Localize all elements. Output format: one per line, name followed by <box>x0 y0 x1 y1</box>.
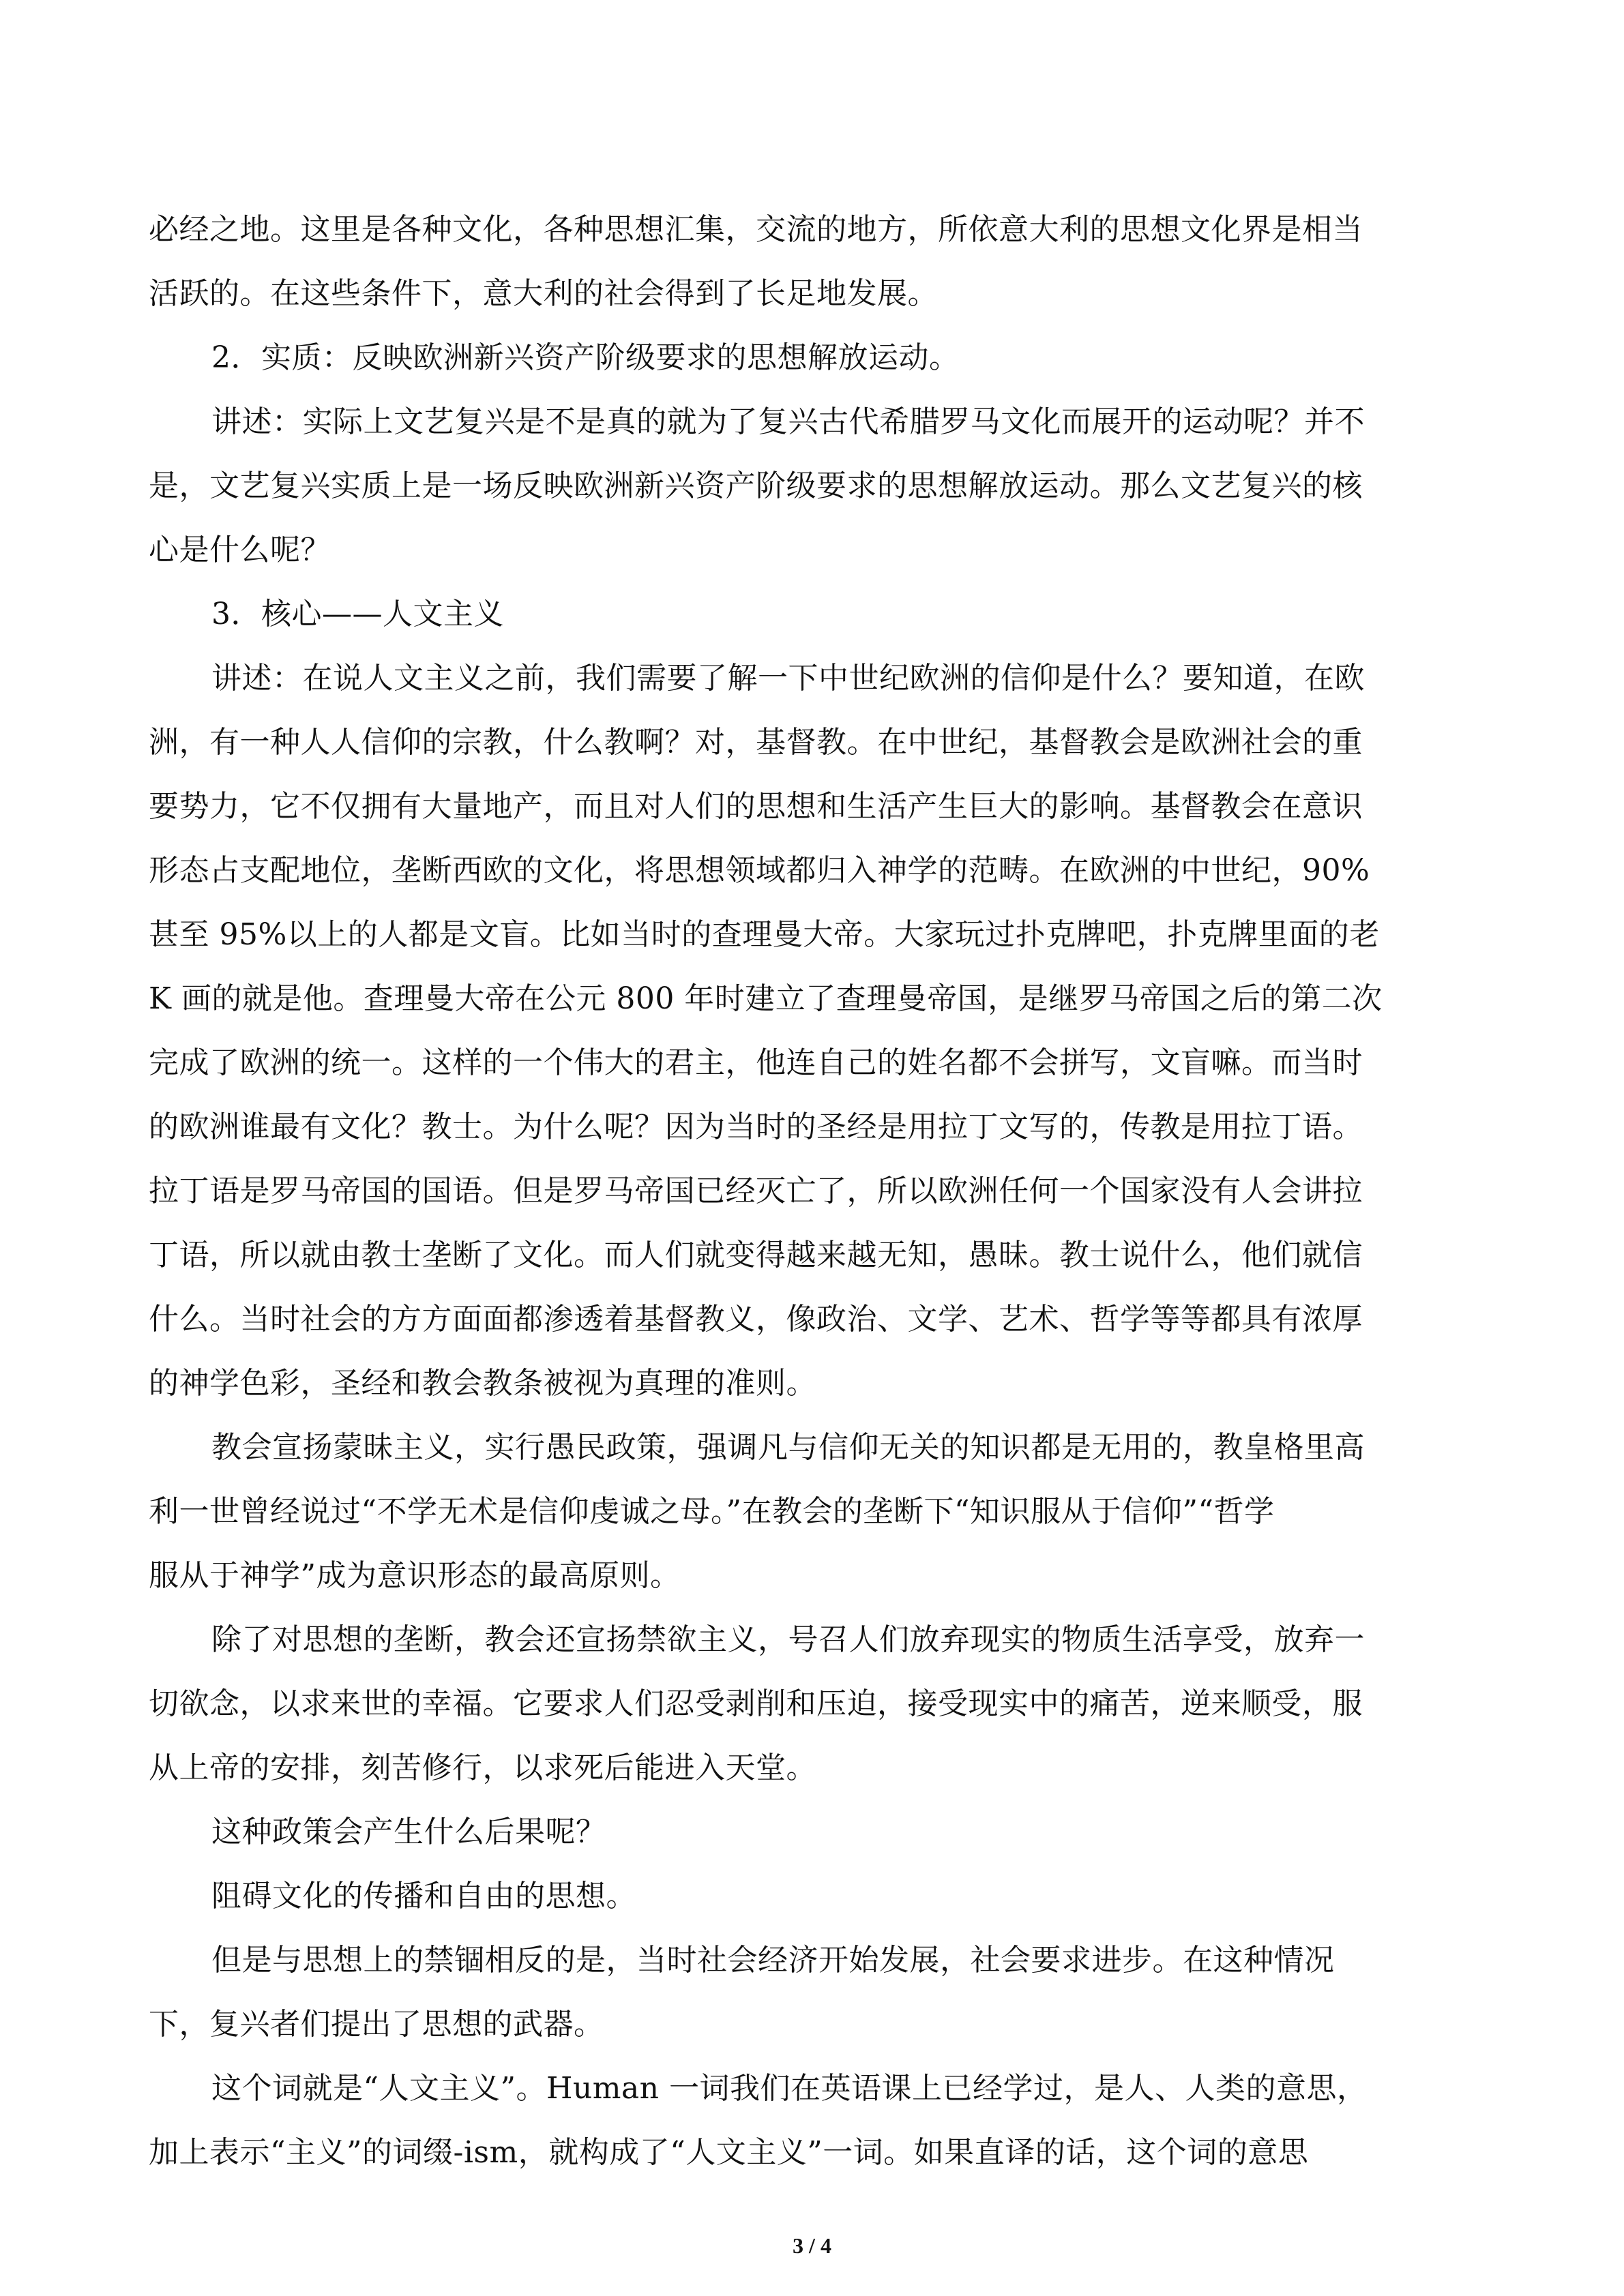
text-line: 的神学色彩，圣经和教会教条被视为真理的准则。 <box>149 1366 816 1401</box>
section-heading-core: 3．核心——人文主义 <box>211 597 504 631</box>
text-line: 切欲念，以求来世的幸福。它要求人们忍受剥削和压迫，接受现实中的痛苦，逆来顺受，服 <box>149 1686 1363 1721</box>
text-line: 但是与思想上的禁锢相反的是，当时社会经济开始发展，社会要求进步。在这种情况 <box>211 1943 1335 1978</box>
text-line: 心是什么呢？ <box>149 533 331 567</box>
text-line: 讲述：在说人文主义之前，我们需要了解一下中世纪欧洲的信仰是什么？要知道，在欧 <box>211 661 1365 696</box>
text-line: 的欧洲谁最有文化？教士。为什么呢？因为当时的圣经是用拉丁文写的，传教是用拉丁语。 <box>149 1109 1363 1144</box>
text-line: 什么。当时社会的方方面面都渗透着基督教义，像政治、文学、艺术、哲学等等都具有浓厚 <box>149 1302 1363 1337</box>
text-line: 是，文艺复兴实质上是一场反映欧洲新兴资产阶级要求的思想解放运动。那么文艺复兴的核 <box>149 468 1363 503</box>
text-line: 阻碍文化的传播和自由的思想。 <box>211 1879 636 1913</box>
text-line: 甚至 95%以上的人都是文盲。比如当时的查理曼大帝。大家玩过扑克牌吧，扑克牌里面的老 <box>149 917 1380 952</box>
text-line: 形态占支配地位，垄断西欧的文化，将思想领域都归入神学的范畴。在欧洲的中世纪，90% <box>149 853 1370 888</box>
text-line: 这种政策会产生什么后果呢？ <box>211 1815 606 1849</box>
text-line: 服从于神学”成为意识形态的最高原则。 <box>149 1558 681 1593</box>
text-line: 活跃的。在这些条件下，意大利的社会得到了长足地发展。 <box>149 276 938 311</box>
text-line: 下，复兴者们提出了思想的武器。 <box>149 2007 604 2042</box>
text-line: 要势力，它不仅拥有大量地产，而且对人们的思想和生活产生巨大的影响。基督教会在意识 <box>149 789 1363 824</box>
text-line: 丁语，所以就由教士垄断了文化。而人们就变得越来越无知，愚昧。教士说什么，他们就信 <box>149 1238 1363 1272</box>
text-line: 必经之地。这里是各种文化，各种思想汇集，交流的地方，所依意大利的思想文化界是相当 <box>149 212 1363 247</box>
document-body <box>149 198 1475 2185</box>
text-line: 除了对思想的垄断，教会还宣扬禁欲主义，号召人们放弃现实的物质生活享受，放弃一 <box>211 1622 1365 1657</box>
text-line: 加上表示“主义”的词缀-ism，就构成了“人文主义”一词。如果直译的话，这个词的意思 <box>149 2135 1309 2170</box>
text-line: 利一世曾经说过“不学无术是信仰虔诚之母。”在教会的垄断下“知识服从于信仰”“哲学 <box>149 1494 1275 1529</box>
page-number: 3 / 4 <box>793 2233 831 2258</box>
text-line: 教会宣扬蒙昧主义，实行愚民政策，强调凡与信仰无关的知识都是无用的，教皇格里高 <box>211 1430 1365 1465</box>
text-line: 这个词就是“人文主义”。Human 一词我们在英语课上已经学过，是人、人类的意思， <box>211 2071 1368 2106</box>
text-line: 拉丁语是罗马帝国的国语。但是罗马帝国已经灭亡了，所以欧洲任何一个国家没有人会讲拉 <box>149 1174 1363 1208</box>
text-line: 讲述：实际上文艺复兴是不是真的就为了复兴古代希腊罗马文化而展开的运动呢？并不 <box>211 404 1365 439</box>
section-heading-essence: 2．实质：反映欧洲新兴资产阶级要求的思想解放运动。 <box>211 340 960 375</box>
text-line: 从上帝的安排，刻苦修行，以求死后能进入天堂。 <box>149 1750 816 1785</box>
text-line: K 画的就是他。查理曼大帝在公元 800 年时建立了查理曼帝国，是继罗马帝国之后的第二次 <box>149 981 1383 1016</box>
text-line: 洲，有一种人人信仰的宗教，什么教啊？对，基督教。在中世纪，基督教会是欧洲社会的重 <box>149 725 1363 760</box>
text-line: 完成了欧洲的统一。这样的一个伟大的君主，他连自己的姓名都不会拼写，文盲嘛。而当时 <box>149 1045 1363 1080</box>
